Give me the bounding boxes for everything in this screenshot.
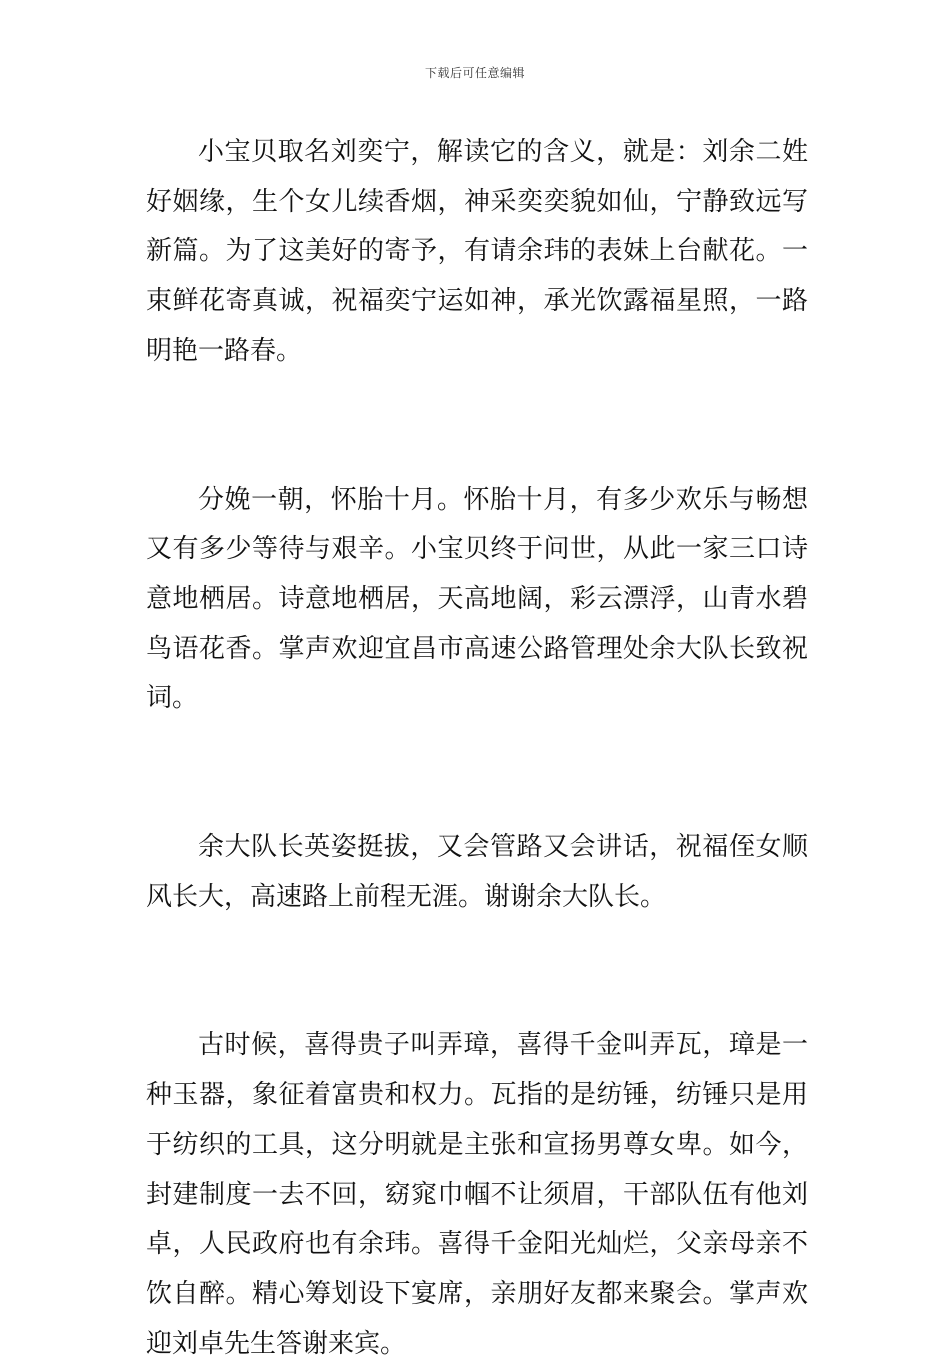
paragraph-tradition: 古时候，喜得贵子叫弄璋，喜得千金叫弄瓦，璋是一种玉器，象征着富贵和权力。瓦指的是纺锤，纺锤只是用于纺织的工具，这分明就是主张和宣扬男尊女卑。如今，封建制度一去不回，窈窕巾帼不让须眉，干部队伍有他刘卓，人民政府也有余玮。喜得千金阳光灿烂，父亲母亲不饮自醉。精心筹划设下宴席，亲朋好友都来聚会。掌声欢迎刘卓先生答谢来宾。 <box>146 1030 808 1359</box>
paragraph-captain-blessing: 余大队长英姿挺拔，又会管路又会讲话，祝福侄女顺风长大，高速路上前程无涯。谢谢余大队长。 <box>146 832 808 912</box>
page-header-note: 下载后可任意编辑 <box>424 66 525 80</box>
document-body <box>146 128 808 1369</box>
paragraph-birth: 分娩一朝，怀胎十月。怀胎十月，有多少欢乐与畅想又有多少等待与艰辛。小宝贝终于问世，从此一家三口诗意地栖居。诗意地栖居，天高地阔，彩云漂浮，山青水碧鸟语花香。掌声欢迎宜昌市高速公路管理处余大队长致祝词。 <box>146 484 808 714</box>
paragraph-naming: 小宝贝取名刘奕宁，解读它的含义，就是：刘余二姓好姻缘，生个女儿续香烟，神采奕奕貌如仙，宁静致远写新篇。为了这美好的寄予，有请余玮的表妹上台献花。一束鲜花寄真诚，祝福奕宁运如神，承光饮露福星照，一路明艳一路春。 <box>146 137 808 366</box>
